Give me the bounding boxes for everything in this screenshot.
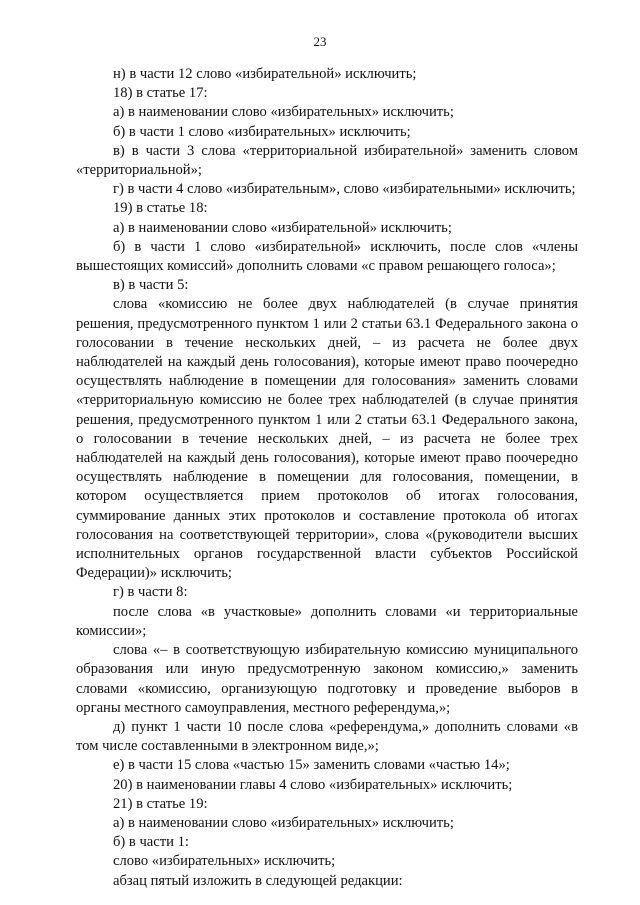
paragraph: б) в части 1 слово «избирательной» исключить, после слов «члены вышестоящих комиссий» дополнить словами «с правом решающего голоса»; [76, 238, 578, 275]
paragraph: 19) в статье 18: [113, 200, 208, 217]
paragraph: слова «– в соответствующую избирательную комиссию муниципального образования или иную предусмотренную законом комиссию,» заменить словами «комиссию, организующую подготовку и проведение выборов в органы местного самоуправления, местного референдума,»; [76, 642, 578, 716]
page-number: 23 [313, 34, 327, 49]
paragraph: в) в части 3 слова «территориальной избирательной» заменить словом «территориальной»; [76, 142, 578, 179]
paragraph: н) в части 12 слово «избирательной» исключить; [113, 66, 417, 82]
paragraph: б) в части 1: [113, 834, 189, 851]
paragraph: г) в части 8: [113, 584, 188, 601]
paragraph: г) в части 4 слово «избирательным», слово «избирательными» исключить; [113, 181, 576, 198]
paragraph: д) пункт 1 части 10 после слова «референдума,» дополнить словами «в том числе составленными в электронном виде,»; [76, 718, 578, 755]
paragraph: а) в наименовании слово «избирательных» исключить; [113, 814, 454, 831]
paragraph: в) в части 5: [113, 277, 189, 294]
paragraph: е) в части 15 слова «частью 15» заменить словами «частью 14»; [113, 757, 510, 774]
paragraph: а) в наименовании слово «избирательной» исключить; [113, 219, 452, 236]
paragraph: абзац пятый изложить в следующей редакции: [113, 872, 403, 889]
paragraph: слово «избирательных» исключить; [113, 853, 336, 870]
paragraph: а) в наименовании слово «избирательных» исключить; [113, 104, 454, 121]
paragraph: 20) в наименовании главы 4 слово «избирательных» исключить; [113, 776, 513, 793]
paragraph: слова «комиссию не более двух наблюдателей (в случае принятия решения, предусмотренного пунктом 1 или 2 статьи 63.1 Федерального закона о голосовании в течение нескольких дней, – из расчета не более двух наблюдателей на каждый день голосования), которые имеют право поочередно осуществлять наблюдение в помещении для голосования» заменить словами «территориальную комиссию не более трех наблюдателей (в случае принятия решения, предусмотренного пунктом 1 или 2 статьи 63.1 Федерального закона, о голосовании в течение нескольких дней, – из расчета не более трех наблюдателей на каждый день голосования), которые имеют право поочередно осуществлять наблюдение в помещении для голосования, помещении, в котором осуществляется прием протоколов об итогах голосования, суммирование данных этих протоколов и составление протокола об итогах голосования на соответствующей территории», слова «(руководители высших исполнительных органов государственной власти субъектов Российской Федерации)» исключить; [76, 296, 578, 582]
paragraph: б) в части 1 слово «избирательных» исключить; [113, 123, 411, 140]
document-body [76, 65, 578, 891]
paragraph: после слова «в участковые» дополнить словами «и территориальные комиссии»; [76, 603, 578, 639]
paragraph: 18) в статье 17: [113, 85, 208, 102]
paragraph: 21) в статье 19: [113, 795, 208, 812]
